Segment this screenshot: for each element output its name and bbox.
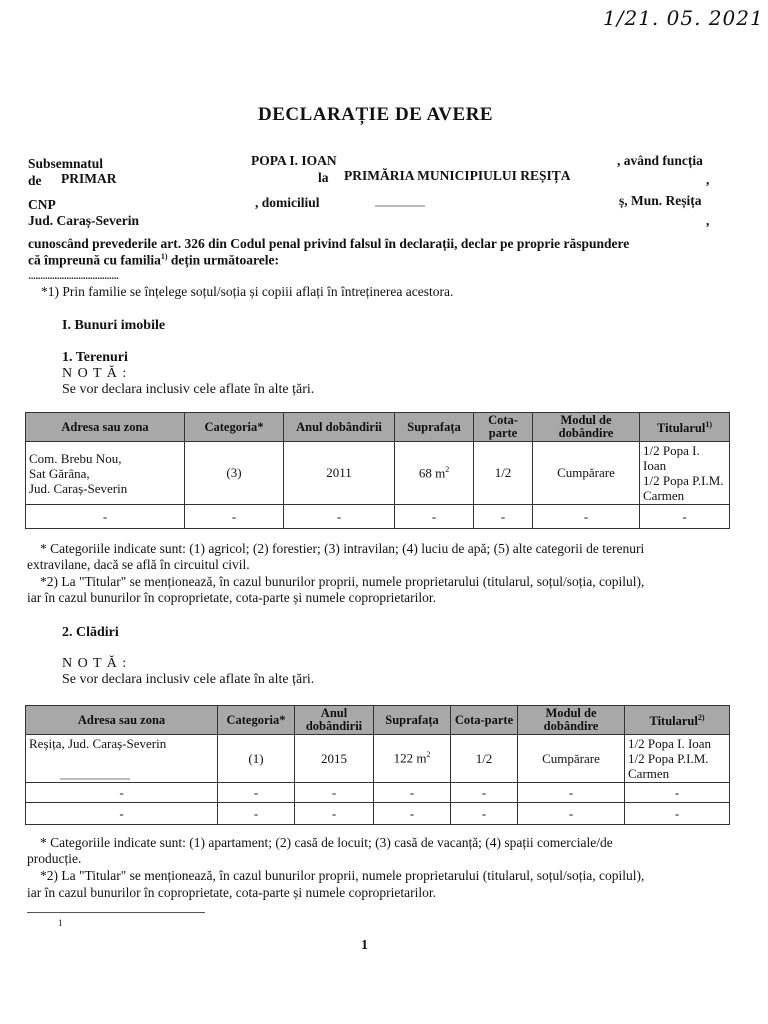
cell-adresa: Com. Brebu Nou, Sat Gărâna, Jud. Caraș-Severin xyxy=(26,442,185,505)
header-comma: , xyxy=(706,172,710,187)
cell-anul: - xyxy=(284,505,395,529)
footnote-titular-1a: *2) La "Titular" se menționează, în cazul bunurilor proprii, numele proprietarului (titularul, soțul/soția, copilul), xyxy=(40,574,645,589)
redacted-street xyxy=(60,778,130,780)
cell-adresa: Reșița, Jud. Caraș-Severin xyxy=(26,735,218,783)
cell-categoria: (3) xyxy=(185,442,284,505)
table-header-row xyxy=(26,413,730,442)
cell-suprafata: 122 $m^2$ xyxy=(374,735,451,783)
institution-value: PRIMĂRIA MUNICIPIULUI REȘIȚA xyxy=(344,168,571,183)
cladiri-table xyxy=(25,705,730,825)
redacted-address xyxy=(375,205,425,207)
dots-line: ...................................... xyxy=(28,267,119,282)
la-label: la xyxy=(318,170,329,185)
cell-cota: - xyxy=(474,505,533,529)
col-suprafata: Suprafața xyxy=(374,706,451,735)
cell-cota: 1/2 xyxy=(474,442,533,505)
cell-modul: - xyxy=(518,803,625,825)
col-anul: Anul dobândirii xyxy=(284,413,395,442)
footnote-categorii-2b: producție. xyxy=(27,851,82,866)
cell-adresa: - xyxy=(26,505,185,529)
cell-modul: Cumpărare xyxy=(518,735,625,783)
footnote-categorii-1a: * Categoriile indicate sunt: (1) agricol; (2) forestier; (3) intravilan; (4) luciu de apă; (5) alte categorii de terenuri xyxy=(40,541,645,556)
cell-categoria: - xyxy=(218,803,295,825)
cell-cota: - xyxy=(451,783,518,803)
de-label: de xyxy=(28,173,42,188)
cell-adresa: - xyxy=(26,783,218,803)
col-categoria: Categoria* xyxy=(218,706,295,735)
cell-cota: 1/2 xyxy=(451,735,518,783)
cell-categoria: (1) xyxy=(218,735,295,783)
section-terenuri: 1. Terenuri xyxy=(62,350,128,365)
address-locality: ș, Mun. Reșița xyxy=(619,193,702,208)
domiciliul-label: , domiciliul xyxy=(255,195,320,210)
cell-cota: - xyxy=(451,803,518,825)
table-header-row xyxy=(26,706,730,735)
cell-titular: 1/2 Popa I. Ioan 1/2 Popa P.I.M. Carmen xyxy=(625,735,730,783)
cell-suprafata: - xyxy=(374,803,451,825)
document-title: DECLARAȚIE DE AVERE xyxy=(258,104,494,125)
cell-suprafata: - xyxy=(374,783,451,803)
declarant-name: POPA I. IOAN xyxy=(251,153,337,168)
cell-suprafata: - xyxy=(395,505,474,529)
nota-text-1: Se vor declara inclusiv cele aflate în alte țări. xyxy=(62,382,315,397)
footer-mark: 1 xyxy=(58,918,63,928)
col-cota: Cota-parte xyxy=(451,706,518,735)
footnote-titular-1b: iar în cazul bunurilor în coproprietate, cota-parte și numele coproprietarilor. xyxy=(27,590,436,605)
footnote-titular-2a: *2) La "Titular" se menționează, în cazul bunurilor proprii, numele proprietarului (titularul, soțul/soția, copilul), xyxy=(40,868,645,883)
table-row xyxy=(26,735,730,783)
table-row xyxy=(26,803,730,825)
intro-line-1: cunoscând prevederile art. 326 din Codul penal privind falsul în declarații, declar pe proprie răspundere xyxy=(28,236,630,251)
county-value: Jud. Caraș-Severin xyxy=(28,213,139,228)
intro-line-2: că împreună cu familia$^{1)}$ dețin următoarele: xyxy=(28,252,280,268)
footnote-categorii-2a: * Categoriile indicate sunt: (1) apartament; (2) casă de locuit; (3) casă de vacanță; (4) spații comerciale/de xyxy=(40,835,613,850)
col-titular: Titularul$^{1)}$ xyxy=(640,413,730,442)
col-modul: Modul de dobândire xyxy=(518,706,625,735)
cell-modul: Cumpărare xyxy=(533,442,640,505)
cell-modul: - xyxy=(533,505,640,529)
cell-titular: - xyxy=(625,783,730,803)
cell-titular: 1/2 Popa I. Ioan 1/2 Popa P.I.M. Carmen xyxy=(640,442,730,505)
section-cladiri: 2. Clădiri xyxy=(62,625,119,640)
cell-categoria: - xyxy=(185,505,284,529)
function-value: PRIMAR xyxy=(61,171,117,186)
cell-anul: - xyxy=(295,783,374,803)
footer-rule xyxy=(27,912,205,913)
header-comma-2: , xyxy=(706,213,710,228)
col-cota: Cota-parte xyxy=(474,413,533,442)
col-adresa: Adresa sau zona xyxy=(26,706,218,735)
col-titular: Titularul$^{2)}$ xyxy=(625,706,730,735)
col-adresa: Adresa sau zona xyxy=(26,413,185,442)
table-row xyxy=(26,505,730,529)
cell-titular: - xyxy=(640,505,730,529)
cnp-label: CNP xyxy=(28,197,56,212)
footnote-categorii-1b: extravilane, dacă se află în circuitul civil. xyxy=(27,557,250,572)
footnote-titular-2b: iar în cazul bunurilor în coproprietate, cota-parte și numele coproprietarilor. xyxy=(27,885,436,900)
avand-functia-label: , având funcția xyxy=(617,153,703,168)
col-modul: Modul de dobândire xyxy=(533,413,640,442)
col-categoria: Categoria* xyxy=(185,413,284,442)
cell-titular: - xyxy=(625,803,730,825)
subsemnatul-label: Subsemnatul xyxy=(28,156,104,171)
section-bunuri-imobile: I. Bunuri imobile xyxy=(62,318,166,333)
cell-modul: - xyxy=(518,783,625,803)
cell-adresa: - xyxy=(26,803,218,825)
cell-anul: 2015 xyxy=(295,735,374,783)
nota-label-2: N O T Ă : xyxy=(62,656,128,671)
col-anul: Anul dobândirii xyxy=(295,706,374,735)
table-row xyxy=(26,783,730,803)
cell-categoria: - xyxy=(218,783,295,803)
family-note: *1) Prin familie se înțelege soțul/soția și copiii aflați în întreținerea acestora. xyxy=(41,284,454,299)
cell-anul: 2011 xyxy=(284,442,395,505)
nota-text-2: Se vor declara inclusiv cele aflate în alte țări. xyxy=(62,672,315,687)
page-number: 1 xyxy=(361,938,368,953)
table-row xyxy=(26,442,730,505)
terenuri-table xyxy=(25,412,730,529)
cell-anul: - xyxy=(295,803,374,825)
nota-label-1: N O T Ă : xyxy=(62,366,128,381)
col-suprafata: Suprafața xyxy=(395,413,474,442)
cell-suprafata: 68 $m^2$ xyxy=(395,442,474,505)
handwritten-registration-note: 1/21. 05. 2021 xyxy=(603,6,764,30)
